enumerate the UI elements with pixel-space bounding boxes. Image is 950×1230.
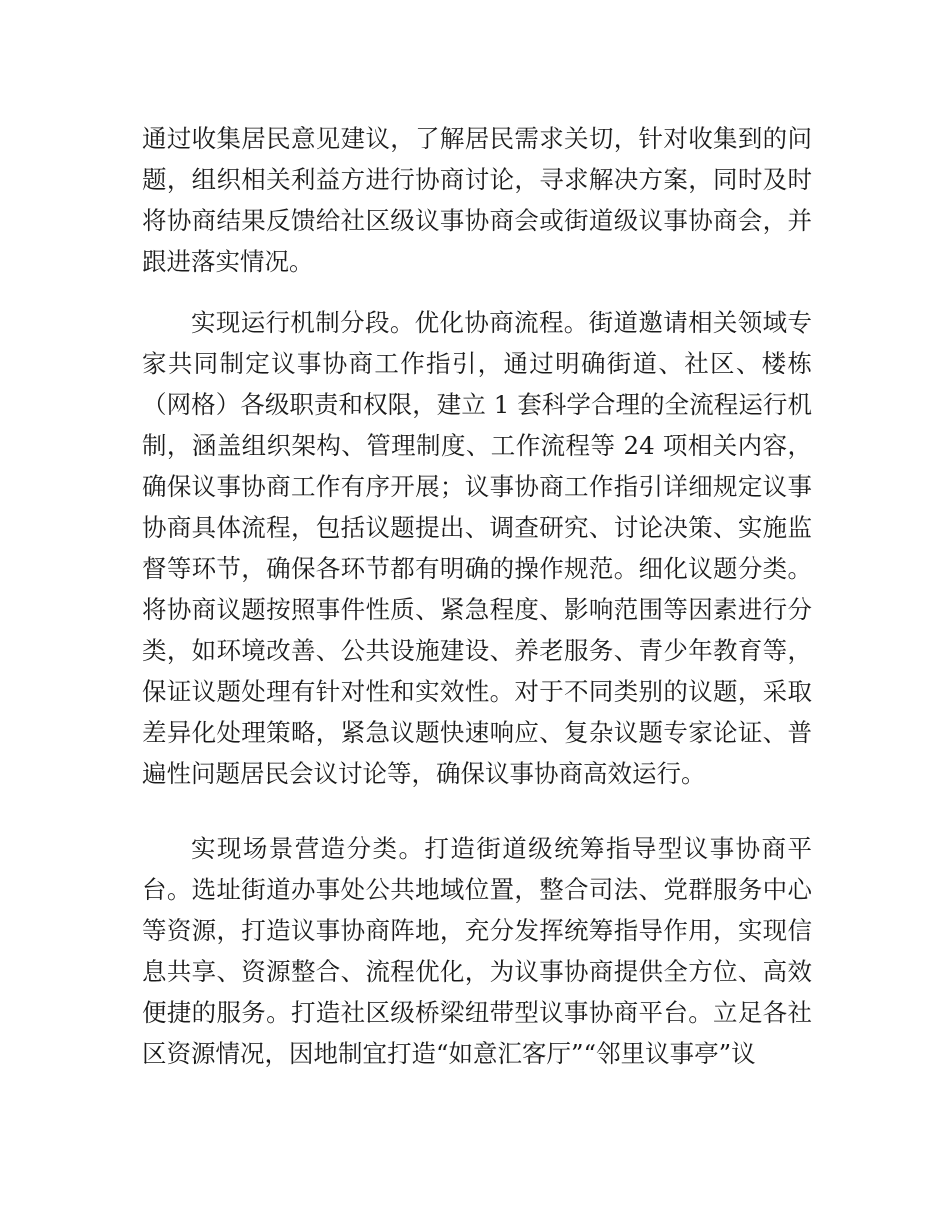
- paragraph-1-text: 通过收集居民意见建议，了解居民需求关切，针对收集到的问题，组织相关利益方进行协商讨论，寻求解决方案，同时及时将协商结果反馈给社区级议事协商会或街道级议事协商会，并跟进落实情况。: [142, 124, 812, 276]
- paragraph-operating-mechanism: [142, 302, 812, 794]
- paragraph-3-text: 实现场景营造分类。打造街道级统筹指导型议事协商平台。选址街道办事处公共地域位置，整合司法、党群服务中心等资源，打造议事协商阵地，充分发挥统筹指导作用，实现信息共享、资源整合、流程优化，为议事协商提供全方位、高效便捷的服务。打造社区级桥梁纽带型议事协商平台。立足各社区资源情况，因地制宜打造“如意汇客厅”“邻里议事亭”议: [142, 834, 812, 1068]
- paragraph-continuation: [142, 118, 812, 282]
- paragraph-2-text: 实现运行机制分段。优化协商流程。街道邀请相关领域专家共同制定议事协商工作指引，通过明确街道、社区、楼栋（网格）各级职责和权限，建立 1 套科学合理的全流程运行机制，涵盖组织架构、管理制度、工作流程等 24 项相关内容，确保议事协商工作有序开展；议事协商工作指引详细规定议事协商具体流程，包括议题提出、调查研究、讨论决策、实施监督等环节，确保各环节都有明确的操作规范。细化议题分类。将协商议题按照事件性质、紧急程度、影响范围等因素进行分类，如环境改善、公共设施建设、养老服务、青少年教育等，保证议题处理有针对性和实效性。对于不同类别的议题，采取差异化处理策略，紧急议题快速响应、复杂议题专家论证、普遍性问题居民会议讨论等，确保议事协商高效运行。: [142, 308, 812, 788]
- paragraph-scene-creation: [142, 828, 812, 1074]
